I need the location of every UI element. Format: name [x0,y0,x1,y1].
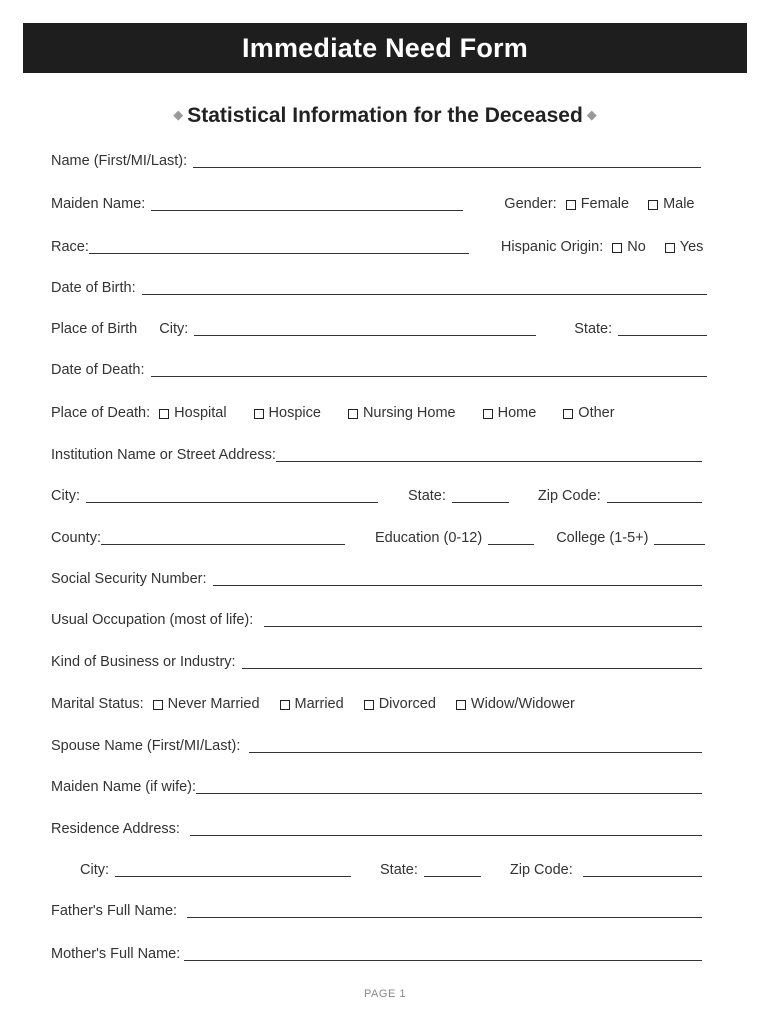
diamond-icon: ◆ [173,107,184,122]
marital-never-label: Never Married [167,696,260,712]
institution-row [51,448,702,463]
gender-female-label: Female [580,196,630,212]
checkbox-icon[interactable] [159,409,169,419]
college-label: College (1-5+) [556,530,649,546]
spouse-maiden-row [51,780,702,795]
hispanic-no-option[interactable] [612,240,646,255]
education-field[interactable] [488,544,534,545]
hispanic-yes-label: Yes [679,239,704,255]
checkbox-icon[interactable] [563,409,573,419]
place-of-death-row [51,406,707,421]
place-of-death-label: Place of Death: [51,405,151,421]
form-header [23,23,747,73]
pob-state-field[interactable] [618,335,707,336]
marital-divorced-label: Divorced [378,696,436,712]
county-label: County: [51,530,101,546]
zip-label: Zip Code: [537,488,601,504]
dob-label: Date of Birth: [51,280,136,296]
hispanic-yes-option[interactable] [665,240,704,255]
pod-hospital-label: Hospital [174,405,227,421]
pob-state-label: State: [574,321,613,337]
section-title [0,104,770,128]
marital-never-option[interactable] [153,697,260,712]
marital-married-option[interactable] [280,697,344,712]
name-label: Name (First/MI/Last): [51,153,188,169]
education-label: Education (0-12) [374,530,483,546]
maiden-name-label: Maiden Name: [51,196,146,212]
residence-row [51,822,702,837]
marital-married-label: Married [294,696,344,712]
pod-other-option[interactable] [563,406,614,421]
residence-label: Residence Address: [51,821,180,837]
spouse-name-label: Spouse Name (First/MI/Last): [51,738,241,754]
spouse-name-row [51,739,702,754]
section-title-text: Statistical Information for the Deceased [187,104,583,127]
maiden-gender-row [51,197,707,212]
gender-male-label: Male [663,196,695,212]
state-field[interactable] [452,502,509,503]
place-of-birth-label: Place of Birth [51,321,138,337]
hispanic-origin-label: Hispanic Origin: [500,239,604,255]
checkbox-icon[interactable] [483,409,493,419]
city-field[interactable] [86,502,378,503]
race-hispanic-row [51,240,707,255]
pod-hospice-label: Hospice [268,405,321,421]
occupation-field[interactable] [264,626,702,627]
res-zip-label: Zip Code: [509,862,573,878]
res-zip-field[interactable] [583,876,702,877]
pob-city-field[interactable] [194,335,536,336]
pod-other-label: Other [578,405,615,421]
county-education-row [51,531,705,546]
institution-label: Institution Name or Street Address: [51,447,276,463]
pod-hospital-option[interactable] [159,406,226,421]
checkbox-icon[interactable] [665,243,675,253]
maiden-name-field[interactable] [151,210,463,211]
checkbox-icon[interactable] [648,200,658,210]
dob-field[interactable] [142,294,707,295]
gender-female-option[interactable] [566,197,629,212]
checkbox-icon[interactable] [348,409,358,419]
business-label: Kind of Business or Industry: [51,654,236,670]
occupation-label: Usual Occupation (most of life): [51,612,254,628]
name-row [51,154,707,169]
page-number: PAGE 1 [364,988,406,1000]
business-row [51,655,702,670]
dob-row [51,281,707,296]
place-of-birth-row [51,322,707,337]
spouse-name-field[interactable] [249,752,702,753]
dod-field[interactable] [151,376,708,377]
spouse-maiden-field[interactable] [196,793,702,794]
mother-field[interactable] [184,960,702,961]
spouse-maiden-label: Maiden Name (if wife): [51,779,197,795]
pob-city-label: City: [159,321,189,337]
pod-nursing-home-label: Nursing Home [362,405,456,421]
address-row [51,489,702,504]
checkbox-icon[interactable] [280,700,290,710]
father-label: Father's Full Name: [51,903,178,919]
mother-row [51,947,702,962]
checkbox-icon[interactable] [153,700,163,710]
pod-home-option[interactable] [483,406,537,421]
res-state-field[interactable] [424,876,481,877]
hispanic-no-label: No [627,239,646,255]
father-row [51,904,702,919]
marital-status-row [51,697,707,712]
checkbox-icon[interactable] [566,200,576,210]
checkbox-icon[interactable] [456,700,466,710]
ssn-row [51,572,702,587]
marital-widow-option[interactable] [456,697,575,712]
pod-hospice-option[interactable] [254,406,321,421]
gender-label: Gender: [504,196,557,212]
race-label: Race: [51,239,89,255]
diamond-icon: ◆ [586,107,597,122]
gender-male-option[interactable] [648,197,694,212]
zip-field[interactable] [607,502,702,503]
residence-address-row [80,863,702,878]
checkbox-icon[interactable] [364,700,374,710]
college-field[interactable] [654,544,705,545]
ssn-field[interactable] [213,585,702,586]
race-field[interactable] [89,253,469,254]
city-label: City: [51,488,80,504]
pod-nursing-home-option[interactable] [348,406,456,421]
residence-field[interactable] [190,835,702,836]
ssn-label: Social Security Number: [51,571,207,587]
dod-label: Date of Death: [51,362,145,378]
form-title: Immediate Need Form [242,32,528,63]
checkbox-icon[interactable] [612,243,622,253]
dod-row [51,363,707,378]
pod-home-label: Home [497,405,537,421]
institution-field[interactable] [276,461,702,462]
marital-status-label: Marital Status: [51,696,144,712]
checkbox-icon[interactable] [254,409,264,419]
occupation-row [51,613,702,628]
state-label: State: [408,488,446,504]
father-field[interactable] [187,917,702,918]
res-state-label: State: [380,862,418,878]
name-field[interactable] [193,167,701,168]
business-field[interactable] [242,668,702,669]
marital-divorced-option[interactable] [364,697,436,712]
marital-widow-label: Widow/Widower [470,696,575,712]
res-city-field[interactable] [115,876,351,877]
mother-label: Mother's Full Name: [51,946,181,962]
res-city-label: City: [80,862,109,878]
county-field[interactable] [101,544,345,545]
